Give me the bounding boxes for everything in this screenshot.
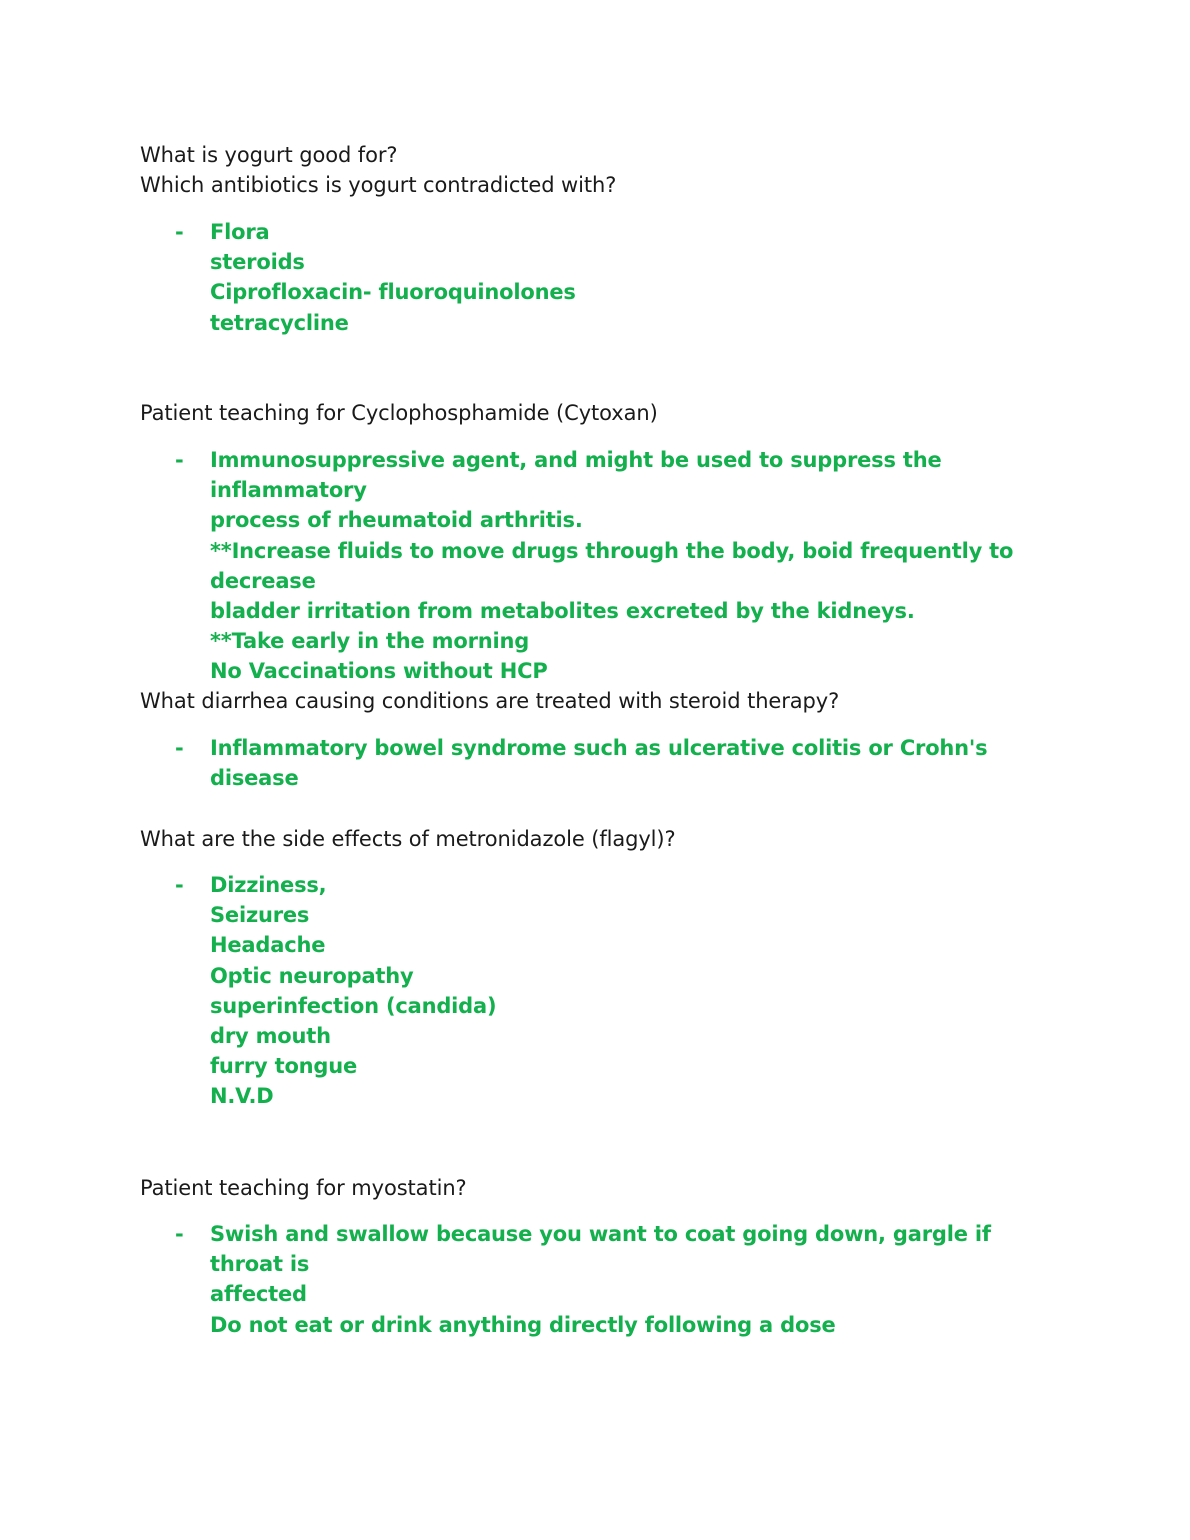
answer-line: bladder irritation from metabolites excreted by the kidneys. <box>210 599 915 624</box>
question-cyclophosphamide <box>140 398 658 428</box>
bullet-dash: - <box>175 736 184 760</box>
answer-myostatin <box>175 1219 1055 1340</box>
answer-line: affected <box>210 1282 307 1307</box>
answer-line: No Vaccinations without HCP <box>210 659 548 684</box>
question-myostatin <box>140 1173 467 1203</box>
bullet-dash: - <box>175 1222 184 1246</box>
question-metronidazole <box>140 824 676 854</box>
answer-line: Immunosuppressive agent, and might be used to suppress the inflammatory <box>210 448 942 503</box>
answer-line: Optic neuropathy <box>210 963 414 988</box>
answer-metronidazole <box>175 870 1055 1112</box>
answer-line: tetracycline <box>210 310 349 335</box>
question-line: What is yogurt good for? <box>140 143 398 167</box>
answer-line: furry tongue <box>210 1054 358 1079</box>
answer-line: Swish and swallow because you want to coat going down, gargle if throat is <box>210 1222 991 1277</box>
question-yogurt <box>140 140 616 200</box>
question-line: Which antibiotics is yogurt contradicted with? <box>140 173 617 197</box>
answer-line: Flora <box>210 220 270 244</box>
answer-line: Inflammatory bowel syndrome such as ulcerative colitis or Crohn's disease <box>210 736 988 791</box>
answer-line: superinfection (candida) <box>210 993 497 1018</box>
answer-line: Seizures <box>210 903 310 928</box>
bullet-dash: - <box>175 873 184 897</box>
answer-line: N.V.D <box>210 1084 274 1109</box>
answer-steroid-therapy <box>175 733 1055 793</box>
answer-line: Do not eat or drink anything directly following a dose <box>210 1312 836 1337</box>
answer-line: Dizziness, <box>210 873 327 897</box>
answer-line: **Increase fluids to move drugs through the body, boid frequently to decrease <box>210 538 1014 593</box>
answer-line: Ciprofloxacin- fluoroquinolones <box>210 280 576 305</box>
question-steroid-therapy <box>140 686 839 716</box>
answer-yogurt <box>175 217 1055 338</box>
question-line: Patient teaching for myostatin? <box>140 1176 467 1200</box>
answer-line: **Take early in the morning <box>210 629 530 654</box>
answer-cyclophosphamide <box>175 445 1055 687</box>
question-line: What diarrhea causing conditions are treated with steroid therapy? <box>140 689 840 713</box>
question-line: Patient teaching for Cyclophosphamide (Cytoxan) <box>140 401 658 425</box>
bullet-dash: - <box>175 220 184 244</box>
answer-line: process of rheumatoid arthritis. <box>210 508 583 533</box>
question-line: What are the side effects of metronidazole (flagyl)? <box>140 827 676 851</box>
answer-line: dry mouth <box>210 1024 331 1049</box>
answer-line: steroids <box>210 250 305 275</box>
bullet-dash: - <box>175 448 184 472</box>
answer-line: Headache <box>210 933 326 958</box>
